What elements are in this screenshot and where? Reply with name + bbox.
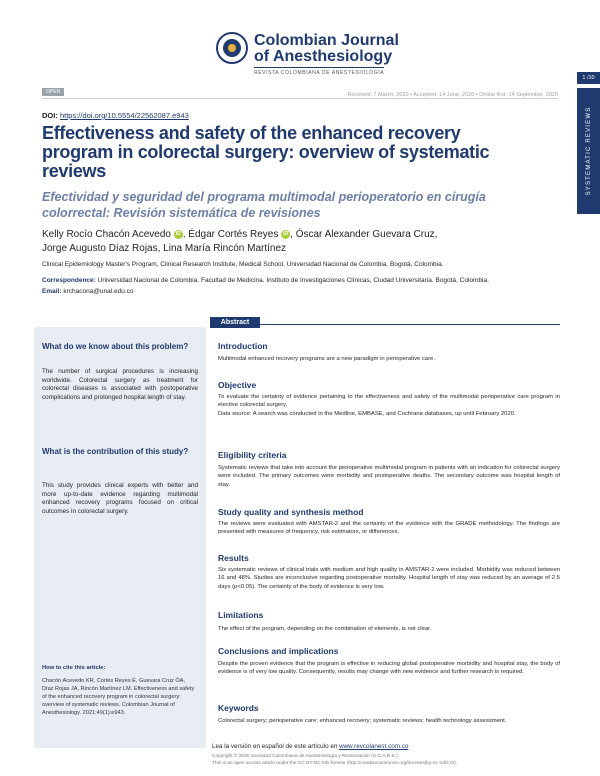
journal-name (254, 33, 414, 65)
spanish-version-text: Lea la versión en español de este artículo en (212, 743, 338, 750)
abstract-section-heading: Keywords (218, 703, 259, 713)
author-list (42, 228, 522, 256)
journal-subtitle: REVISTA COLOMBIANA DE ANESTESIOLOGÍA (254, 70, 385, 76)
doi-link[interactable]: https://doi.org/10.5554/22562087.e943 (59, 111, 189, 120)
key-points-sidebar (34, 327, 206, 748)
abstract-section-heading: Objective (218, 380, 257, 390)
author-2: , Édgar Cortés Reyes (182, 229, 279, 240)
author-1: Kelly Rocío Chacón Acevedo (42, 229, 171, 240)
header-divider (42, 98, 558, 99)
author-3: , Óscar Alexander Guevara Cruz, (290, 229, 438, 240)
doi-line (42, 111, 189, 120)
abstract-section-text: Six systematic reviews of clinical trials with medium and high quality in AMSTAR-2 were included. Morbidity was reduced between 16 and 48%. Studies are inconclusive regarding postoperative mortality. Hospital length of stay was reduced by an average of 2.5 days (p<0.05). The certainty of the body of evidence is very low. (218, 567, 560, 590)
journal-name-line2: of Anesthesiology (254, 48, 393, 65)
abstract-section-text: Despite the proven evidence that the program is effective in reducing global postoperative morbidity and hospital stay, the body of evidence is of very low quality. Consequently, results may change with new evidence and further research is required. (218, 661, 560, 676)
abstract-section-text: Multimodal enhanced recovery programs are a new paradigm in perioperative care. (218, 356, 436, 362)
sidebar-a1: The number of surgical procedures is increasing worldwide. Colorectal surgery as treatment for colorectal diseases is associated with postoperative complications and prolonged hospital length of stay. (42, 368, 198, 401)
email (42, 288, 134, 295)
abstract-section-heading: Results (218, 553, 249, 563)
abstract-section-text: Systematic reviews that take into account the perioperative multimodal program in patients with an indication for colorectal surgery were included. The primary outcomes were morbidity and postoperative deaths. The secondary outcome was hospital length of stay. (218, 465, 560, 488)
author-line-2: Jorge Augusto Díaz Rojas, Lina María Rincón Martínez (42, 243, 287, 254)
correspondence-label: Correspondence: (42, 277, 96, 284)
email-label: Email: (42, 288, 62, 295)
abstract-rule (210, 324, 560, 325)
sidebar-cite-heading: How to cite this article: (42, 665, 106, 671)
abstract-section-heading: Conclusions and implications (218, 646, 339, 656)
orcid-icon[interactable]: iD (175, 230, 181, 237)
abstract-section-heading: Study quality and synthesis method (218, 507, 364, 517)
license-text: This is an open access article under the CC BY-NC-ND license (http://creativecommons.org/licenses/by-nc-nd/4.0/). (212, 761, 458, 766)
copyright-notice (212, 753, 572, 767)
sidebar-q1: What do we know about this problem? (42, 342, 189, 351)
sidebar-a2: This study provides clinical experts with better and more up-to-date evidence regarding multimodal enhanced recovery programs focused on critical outcomes in colorectal surgery. (42, 482, 198, 515)
affiliation: Clinical Epidemiology Master's Program, Clinical Research Institute, Medical School, Universidad Nacional de Colombia. Bogotá, Colombia. (42, 261, 444, 268)
article-tag: OPEN (42, 88, 64, 96)
abstract-section-text: The effect of the program, depending on the combination of elements, is not clear. (218, 626, 432, 632)
article-dates: Received: 7 March, 2020 • Accepted: 14 June, 2020 • Online first: 14 September, 2020 (347, 92, 558, 98)
spanish-version-link[interactable]: www.revcolanest.com.co (339, 743, 409, 750)
copyright-text: Copyright © 2020 Sociedad Colombiana de Anestesiología y Reanimación (S.C.A.R.E.). (212, 754, 399, 759)
abstract-label: Abstract (210, 317, 260, 328)
article-title: Effectiveness and safety of the enhanced recovery program in colorectal surgery: overview of systematic reviews (42, 123, 490, 181)
section-side-tab-label: SYSTEMATIC REVIEWS (585, 106, 592, 196)
journal-rule (254, 67, 384, 68)
spanish-version-note (212, 743, 408, 750)
abstract-section-text: To evaluate the certainty of evidence pertaining to the effectiveness and safety of the multimodal perioperative care program in elective colorectal surgery. (218, 394, 560, 409)
abstract-section-heading: Limitations (218, 610, 264, 620)
journal-name-line1: Colombian Journal (254, 32, 399, 49)
section-side-tab (577, 88, 600, 214)
abstract-section-heading: Eligibility criteria (218, 450, 287, 460)
correspondence (42, 277, 562, 284)
page-number: 1 /10 (577, 72, 600, 84)
sidebar-q2: What is the contribution of this study? (42, 447, 189, 456)
sidebar-cite-text: Chacón Acevedo KR, Cortés Reyes É, Guevara Cruz ÓA, Díaz Rojas JA, Rincón Martínez LM. Effectiveness and safety of the enhanced recovery program in colorectal surgery: overview of systematic reviews. Colombian Journal of Anesthesiology. 2021;49(1):e943. (42, 678, 195, 716)
email-value[interactable]: krchacona@unal.edu.co (63, 288, 134, 295)
journal-logo-seal (216, 32, 248, 64)
correspondence-text: Universidad Nacional de Colombia. Facultad de Medicina. Instituto de Investigaciones Clínicas, Ciudad Universitaria. Bogotá, Colombia. (97, 277, 489, 284)
doi-label: DOI: (42, 111, 58, 120)
abstract-section-text: The reviews were evaluated with AMSTAR-2 and the certainty of the evidence with the GRADE methodology. The findings are presented with measures of frequency, risk estimators, or differences. (218, 521, 560, 536)
article-subtitle: Efectividad y seguridad del programa multimodal perioperatorio en cirugía colorrectal: Revisión sistemática de revisiones (42, 190, 486, 220)
abstract-section-heading: Introduction (218, 341, 268, 351)
orcid-icon[interactable]: iD (283, 230, 289, 237)
abstract-section-text: Colorectal surgery; perioperative care; enhanced recovery; systematic reviews; health technology assessment. (218, 718, 507, 724)
abstract-section-text: Data source: A search was conducted in the Medline, EMBASE, and Cochrane databases, up until February 2020. (218, 411, 516, 417)
